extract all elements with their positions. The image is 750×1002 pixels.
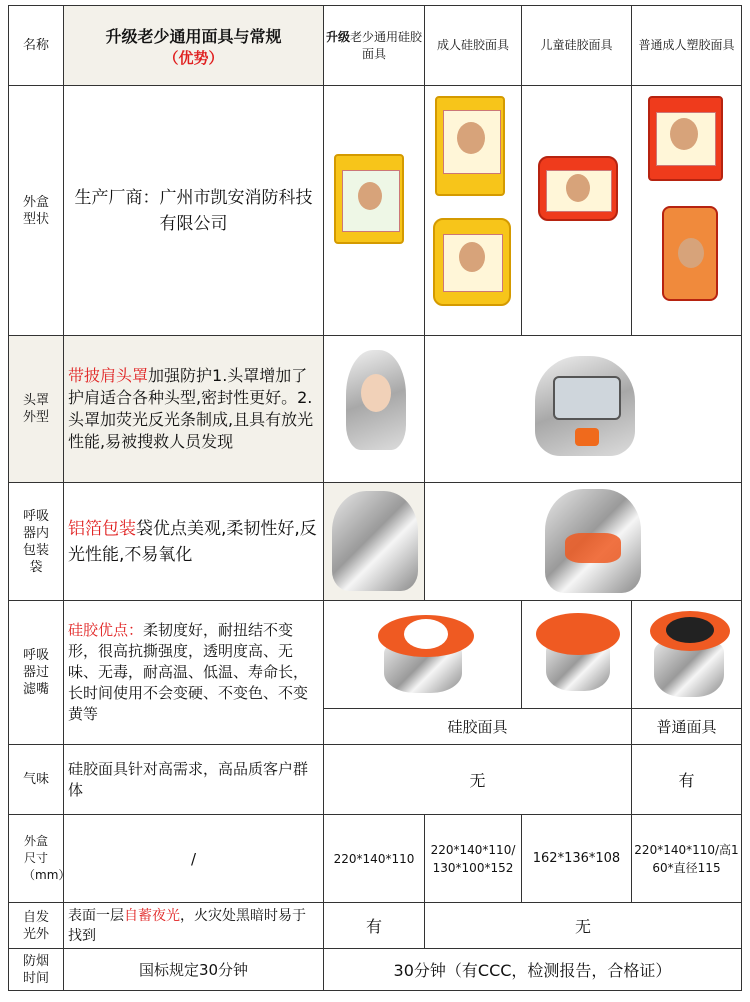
filter-image-3 (632, 601, 742, 709)
normal-mask-caption: 普通面具 (632, 709, 742, 745)
glow-row (9, 903, 742, 949)
yellow-box-image (324, 86, 425, 336)
box-shape-desc: 生产厂商：广州市凯安消防科技有限公司 (64, 86, 324, 336)
smoke-value: 30分钟（有CCC，检测报告，合格证） (324, 949, 742, 991)
smell-normal-value: 有 (632, 745, 742, 815)
bag-row (9, 483, 742, 601)
bag-desc: 铝箔包装袋优点美观,柔韧性好,反光性能,不易氧化 (64, 483, 324, 601)
header-row (9, 6, 742, 86)
glow-rest: 无 (425, 903, 742, 949)
glow-col1: 有 (324, 903, 425, 949)
size-col1: 220*140*110 (324, 815, 425, 903)
main-title-cell (64, 6, 324, 86)
main-subtitle: （优势） (163, 48, 224, 67)
filter-desc: 硅胶优点：柔韧度好，耐扭结不变形，很高抗撕强度，透明度高、无味、无毒，耐高温、低温、寿命长，长时间使用不会变硬、不变色、不变黄等 (64, 601, 324, 745)
foil-bag-image (324, 483, 425, 601)
smell-row (9, 745, 742, 815)
size-col4: 220*140*110/高160*直径115 (632, 815, 742, 903)
smell-label: 气味 (9, 745, 64, 815)
filter-label: 呼吸器过滤嘴 (9, 601, 64, 745)
hood-label: 头罩外型 (9, 336, 64, 483)
smoke-desc: 国标规定30分钟 (64, 949, 324, 991)
size-label: 外盒尺寸（mm） (9, 815, 64, 903)
glow-desc: 表面一层自蓄夜光，火灾处黑暗时易于找到 (64, 903, 324, 949)
col3-header: 儿童硅胶面具 (522, 6, 632, 86)
child-box-image (522, 86, 632, 336)
smoke-label: 防烟时间 (9, 949, 64, 991)
foil-bag-image-2 (425, 483, 742, 601)
smoke-row (9, 949, 742, 991)
smell-desc: 硅胶面具针对高需求，高品质客户群体 (64, 745, 324, 815)
col1-header: 升级老少通用硅胶面具 (324, 6, 425, 86)
hood-image-adult (425, 336, 742, 483)
comparison-table (8, 5, 742, 991)
col2-header: 成人硅胶面具 (425, 6, 522, 86)
size-col3: 162*136*108 (522, 815, 632, 903)
box-shape-row (9, 86, 742, 336)
hood-image-child (324, 336, 425, 483)
hood-desc: 带披肩头罩加强防护1.头罩增加了护肩适合各种头型,密封性更好。2.头罩加荧光反光条制成,且具有放光性能,易被搜救人员发现 (64, 336, 324, 483)
size-col2: 220*140*110/130*100*152 (425, 815, 522, 903)
size-desc: / (64, 815, 324, 903)
orange-box-images (632, 86, 742, 336)
filter-image-2 (522, 601, 632, 709)
main-title: 升级老少通用面具与常规 (105, 26, 282, 46)
bag-label: 呼吸器内包装袋 (9, 483, 64, 601)
name-header: 名称 (9, 6, 64, 86)
adult-box-images (425, 86, 522, 336)
box-shape-label: 外盒型状 (9, 86, 64, 336)
size-row (9, 815, 742, 903)
smell-silicone-value: 无 (324, 745, 632, 815)
col4-header: 普通成人塑胶面具 (632, 6, 742, 86)
silicone-mask-caption: 硅胶面具 (324, 709, 632, 745)
filter-row (9, 601, 742, 709)
hood-row (9, 336, 742, 483)
glow-label: 自发光外 (9, 903, 64, 949)
filter-image-1 (324, 601, 522, 709)
